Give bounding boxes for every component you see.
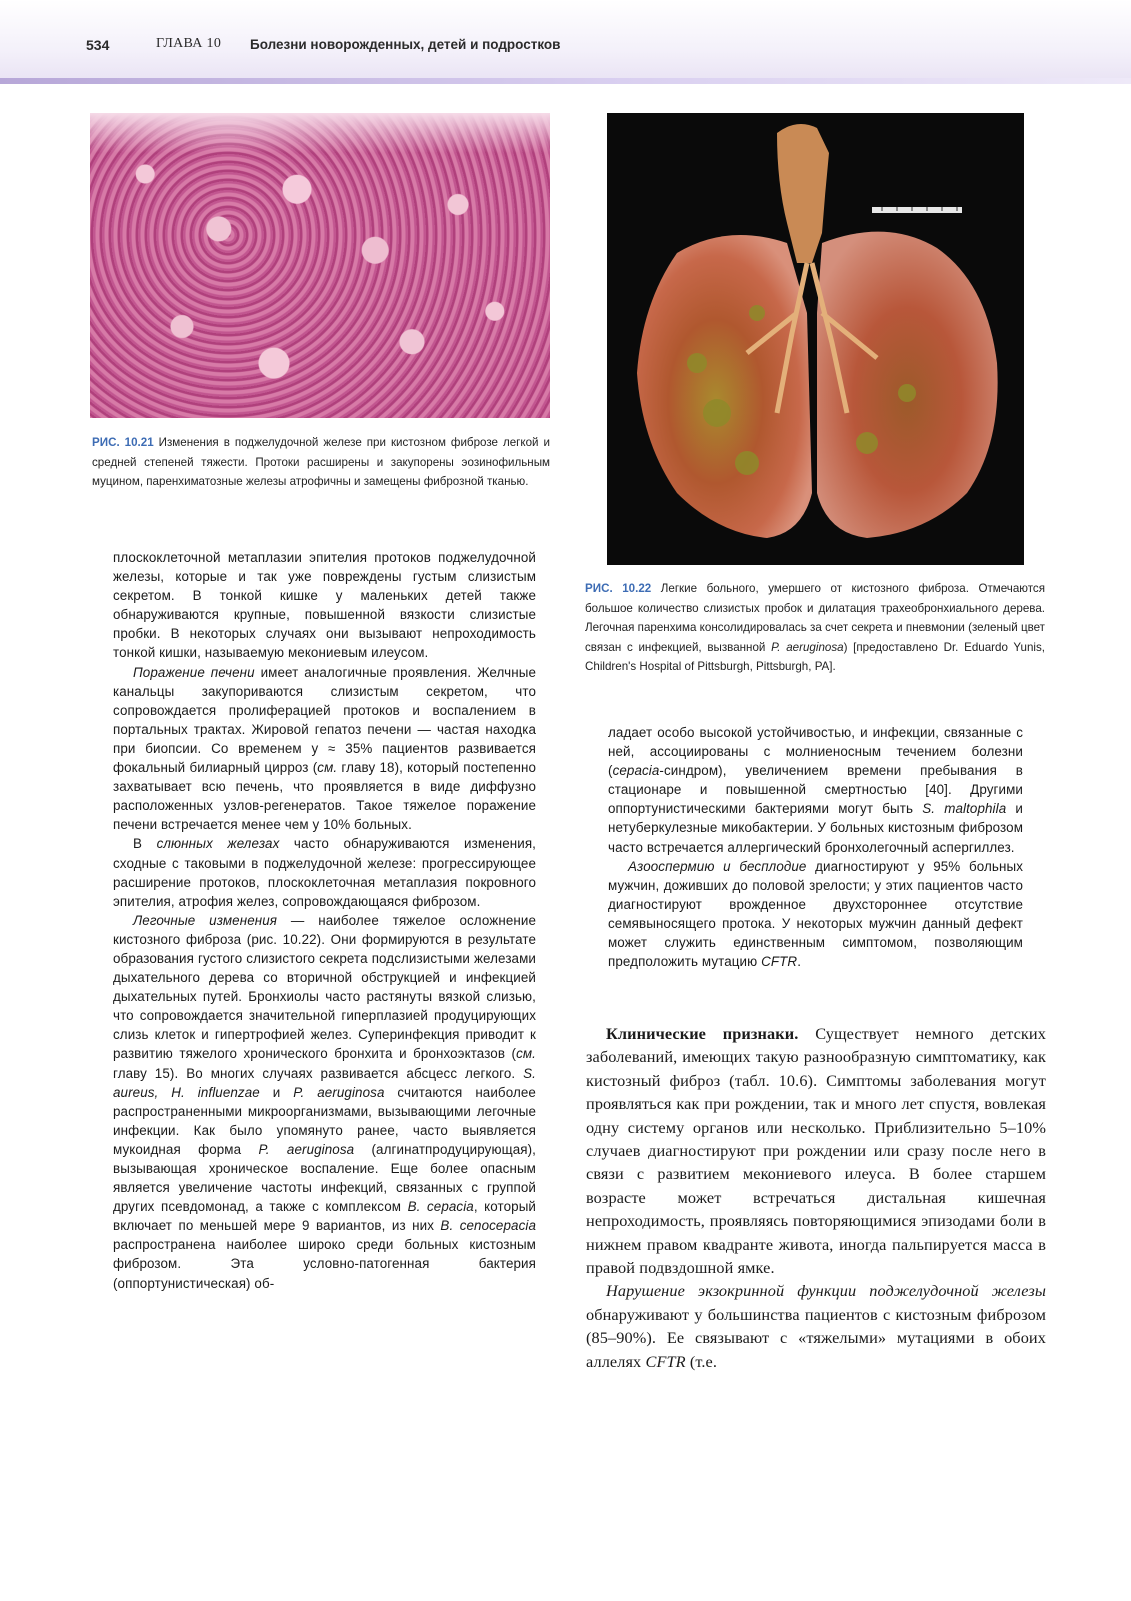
paragraph-clinical	[586, 1022, 1046, 1279]
text: и нетуберкулезные микобактерии. У больных кистозным фиброзом часто встречается аллергический бронхолегочный аспергиллез.	[608, 801, 1023, 855]
text: , который включает по меньшей мере 9 вариантов, из них	[113, 1199, 537, 1234]
text: -синдром), увеличением времени пребывания в стационаре и повышенной смертностью [40]. Другими оппортунистическими бактериями могут быть	[608, 763, 1023, 817]
chapter-label: ГЛАВА 10	[156, 36, 222, 51]
term: слюнных железах	[156, 836, 280, 852]
text: — наиболее тяжелое осложнение кистозного фиброза (рис. 10.22). Они формируются в результате образования густого слизистого секрета подслизистыми железами дыхательного дерева со вторичной обструкцией и инфекцией дыхательных путей. Бронхиолы часто растянуты вязкой слизью, что сопровождается значительной гиперплазией продуцирующих слизь клеток и гипертрофией желез. Суперинфекция приводит к развитию тяжелого хронического бронхита и бронхоэктазов (	[113, 912, 536, 1062]
text: В	[133, 836, 157, 852]
lung-specimen-illustration	[607, 113, 1024, 565]
header-rule	[0, 78, 1131, 84]
species: S. maltophila	[922, 801, 1007, 817]
term: Легочные изменения	[133, 912, 278, 928]
figure-label: РИС. 10.21	[92, 436, 154, 449]
text: часто обнаруживаются изменения, сходные с таковыми в поджелудочной железе: прогрессирующее расширение протоков, плоскоклеточная метаплазия покровного эпителия, атрофия желез, сопровождающаяся фиброзом.	[113, 836, 536, 909]
figure-10-22-lung-image	[607, 113, 1024, 565]
text: диагностируют у 95% больных мужчин, доживших до половой зрелости; у этих пациентов часто диагностируют врожденное двухстороннее отсутствие семявыносящего протока. У некоторых мужчин данный дефект может служить единственным симптомом, позволяющим предположить мутацию	[608, 858, 1023, 970]
section-heading: Клинические признаки.	[606, 1024, 799, 1043]
gene: CFTR	[645, 1351, 686, 1371]
species: B. cenocepacia	[440, 1218, 536, 1234]
ref: см.	[317, 760, 338, 776]
paragraph-liver	[113, 663, 536, 835]
figure-10-22-caption	[585, 579, 1045, 677]
caption-italic: P. aeruginosa	[771, 640, 844, 654]
term: cepacia	[612, 763, 660, 779]
text: ладает особо высокой устойчивостью, и инфекции, связанные с ней, ассоциированы с молниеносным течением болезни (	[608, 725, 1023, 779]
text: главу 15). Во многих случаях развивается абсцесс легкого.	[113, 1065, 524, 1081]
text: считаются наиболее распространенными микроорганизмами, вызывающими легочные инфекции. Как было упомянуто ранее, часто выявляется мукоидная форма	[113, 1084, 536, 1157]
term: Поражение печени	[133, 664, 255, 680]
text: обнаруживают у большинства пациентов с кистозным фиброзом (85–90%). Ее связывают с «тяжелыми» мутациями в обоих аллелях	[586, 1304, 1046, 1371]
right-text-column-bottom	[586, 1022, 1046, 1373]
paragraph-azoospermia	[608, 857, 1023, 972]
chapter-title: Болезни новорожденных, детей и подростков	[250, 37, 561, 52]
caption-text: Изменения в поджелудочной железе при кистозном фиброзе легкой и средней степеней тяжести. Протоки расширены и закупорены эозинофильным муцином, паренхиматозные железы атрофичны и замещены фиброзной тканью.	[92, 436, 550, 488]
term: Азооспермию и бесплодие	[628, 858, 807, 874]
paragraph	[608, 723, 1023, 857]
figure-10-21-histology-image	[90, 113, 550, 418]
paragraph-lung	[113, 911, 536, 1293]
text: и	[259, 1084, 294, 1100]
species: P. aeruginosa	[258, 1141, 355, 1157]
figure-10-21-caption	[92, 433, 550, 492]
gene: CFTR	[761, 954, 798, 970]
text: (т.е.	[685, 1351, 718, 1371]
text: распространена наиболее широко среди больных кистозным фиброзом. Эта условно-патогенная бактерия (оппортунистическая) об-	[113, 1237, 536, 1291]
paragraph-exocrine	[586, 1279, 1046, 1373]
paragraph: плоскоклеточной метаплазии эпителия протоков поджелудочной железы, которые и так уже повреждены густым слизистым секретом. В тонкой кишке у маленьких детей также обнаруживаются крупные, повышенной вязкости слизистые пробки. В некоторых случаях они вызывают непроходимость тонкой кишки, называемую мекониевым илеусом.	[113, 550, 536, 661]
species: B. cepacia	[407, 1199, 474, 1215]
text: (алгинатпродуцирующая), вызывающая хроническое воспаление. Еще более опасным является увеличение частоты инфекций, связанных с группой других псевдомонад, а также с комплексом	[113, 1141, 536, 1215]
species: P. aeruginosa	[293, 1084, 385, 1100]
caption-text: Легкие больного, умершего от кистозного фиброза. Отмечаются большое количество слизистых пробок и дилатация трахеобронхиального дерева. Легочная паренхима консолидировалась за счет секрета и пневмонии (зеленый цвет связан с инфекцией, вызванной	[585, 582, 1045, 654]
text: Существует немного детских заболеваний, имеющих такую разнообразную симптоматику, как кистозный фиброз (табл. 10.6). Симптомы заболевания могут проявляться как при рождении, так и много лет спустя, вовлекая одну систему органов или несколько. Приблизительно 5–10% случаев диагностируют при рождении или сразу после него в связи с развитием мекониевого илеуса. В более старшем возрасте может встречаться дистальная кишечная непроходимость, проявляясь повторяющимися эпизодами боли в нижнем правом квадранте живота, иногда пальпируется масса в правой подвздошной ямке.	[586, 1024, 1046, 1278]
paragraph-salivary	[113, 834, 536, 910]
text: имеет аналогичные проявления. Желчные канальцы закупориваются слизистым секретом, что сопровождается пролиферацией протоков и воспалением в портальных трактах. Жировой гепатоз печени — частая находка при биопсии. Со временем у ≈ 35% пациентов развивается фокальный билиарный цирроз (	[113, 664, 537, 776]
text: главу 18), который постепенно захватывает всю печень, что проявляется в виде диффузно расположенных узлов-регенератов. Такое тяжелое поражение печени встречается менее чем у 10% больных.	[113, 760, 536, 833]
ref: см.	[516, 1046, 536, 1062]
right-text-column-top	[608, 723, 1023, 971]
figure-label: РИС. 10.22	[585, 582, 652, 595]
left-text-column	[113, 548, 536, 1293]
caption-text-end: ) [предоставлено Dr. Eduardo Yunis, Children's Hospital of Pittsburgh, Pittsburgh, PA].	[585, 640, 1045, 673]
species: S. aureus, H. influenzae	[113, 1065, 536, 1100]
text: .	[797, 954, 802, 970]
page-number: 534	[86, 37, 110, 53]
term: Нарушение экзокринной функции поджелудочной железы	[606, 1281, 1046, 1301]
